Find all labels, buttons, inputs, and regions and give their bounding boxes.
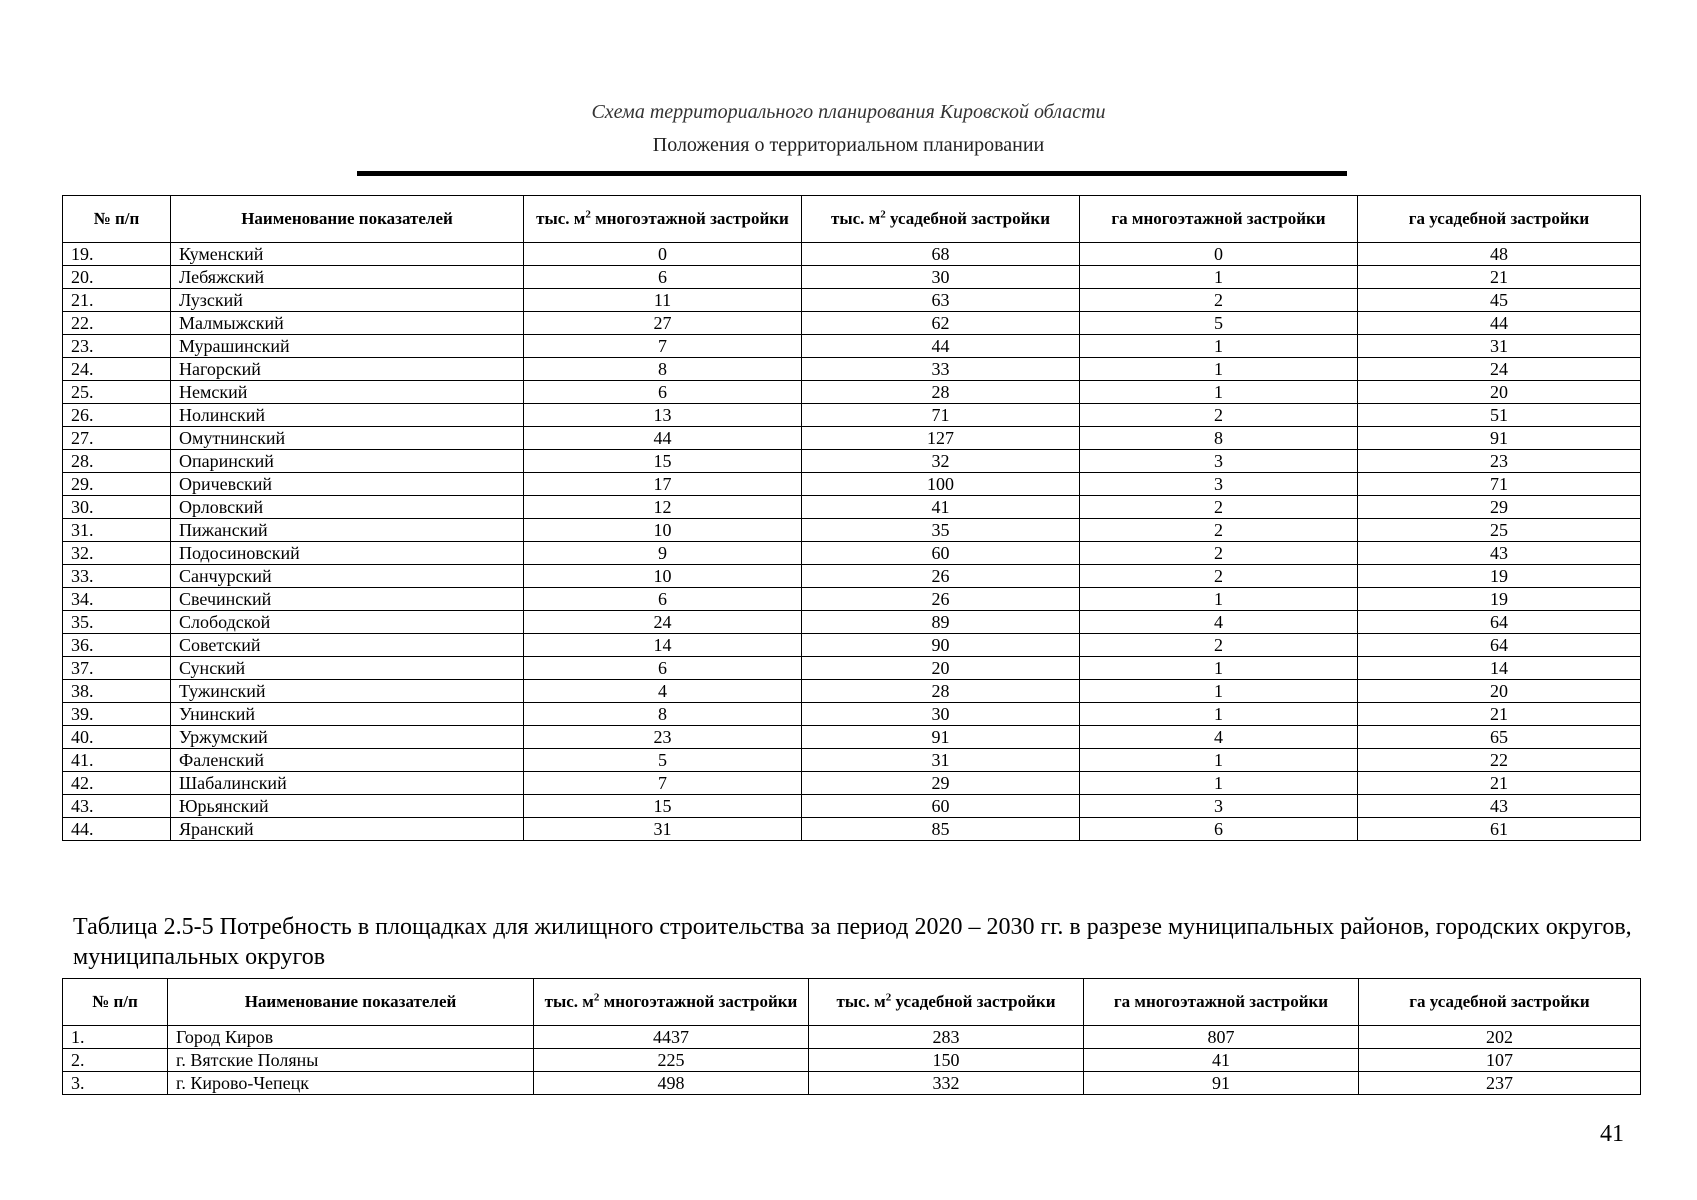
cell-estate-m2: 100 [802, 473, 1080, 496]
col-header-num: № п/п [63, 196, 171, 243]
cell-estate-ha: 107 [1359, 1049, 1641, 1072]
cell-num: 1. [63, 1026, 168, 1049]
cell-estate-m2: 127 [802, 427, 1080, 450]
cell-multi-ha: 3 [1080, 473, 1358, 496]
cell-estate-m2: 33 [802, 358, 1080, 381]
table-row [63, 772, 1641, 795]
cell-name: Опаринский [171, 450, 524, 473]
cell-estate-ha: 31 [1358, 335, 1641, 358]
cell-num: 40. [63, 726, 171, 749]
cell-estate-ha: 48 [1358, 243, 1641, 266]
cell-num: 37. [63, 657, 171, 680]
cell-multi-m2: 6 [524, 266, 802, 289]
cell-multi-ha: 2 [1080, 542, 1358, 565]
cell-multi-m2: 7 [524, 335, 802, 358]
cell-estate-m2: 89 [802, 611, 1080, 634]
cell-name: Омутнинский [171, 427, 524, 450]
cell-estate-m2: 31 [802, 749, 1080, 772]
table-row [63, 680, 1641, 703]
cell-multi-m2: 0 [524, 243, 802, 266]
col-header-multi-m2: тыс. $м^2$ многоэтажной застройки [524, 196, 802, 243]
cell-multi-m2: 10 [524, 519, 802, 542]
col-header-multi-ha: га многоэтажной застройки [1080, 196, 1358, 243]
table-row [63, 404, 1641, 427]
cell-num: 32. [63, 542, 171, 565]
cell-estate-ha: 65 [1358, 726, 1641, 749]
cell-name: Малмыжский [171, 312, 524, 335]
table-header-row [63, 979, 1641, 1026]
cell-num: 24. [63, 358, 171, 381]
table-row [63, 381, 1641, 404]
cell-estate-ha: 64 [1358, 611, 1641, 634]
col-header-estate-ha: га усадебной застройки [1359, 979, 1641, 1026]
cell-estate-ha: 23 [1358, 450, 1641, 473]
cell-estate-m2: 29 [802, 772, 1080, 795]
col-header-num: № п/п [63, 979, 168, 1026]
table-row [63, 450, 1641, 473]
cell-num: 25. [63, 381, 171, 404]
cell-multi-m2: 6 [524, 381, 802, 404]
cell-estate-m2: 62 [802, 312, 1080, 335]
col-header-name: Наименование показателей [168, 979, 534, 1026]
table-row [63, 818, 1641, 841]
cell-estate-m2: 60 [802, 542, 1080, 565]
cell-multi-m2: 7 [524, 772, 802, 795]
cell-estate-m2: 30 [802, 703, 1080, 726]
table-row [63, 657, 1641, 680]
cell-estate-ha: 21 [1358, 703, 1641, 726]
cell-num: 27. [63, 427, 171, 450]
cell-estate-m2: 63 [802, 289, 1080, 312]
cell-num: 29. [63, 473, 171, 496]
cell-multi-ha: 1 [1080, 657, 1358, 680]
cell-multi-ha: 91 [1084, 1072, 1359, 1095]
cell-name: Санчурский [171, 565, 524, 588]
cell-estate-m2: 44 [802, 335, 1080, 358]
cell-multi-ha: 4 [1080, 726, 1358, 749]
cell-estate-ha: 21 [1358, 772, 1641, 795]
cell-num: 19. [63, 243, 171, 266]
cell-multi-m2: 8 [524, 703, 802, 726]
table-row [63, 473, 1641, 496]
col-header-estate-ha: га усадебной застройки [1358, 196, 1641, 243]
cell-estate-m2: 85 [802, 818, 1080, 841]
cell-estate-m2: 20 [802, 657, 1080, 680]
cell-name: Лебяжский [171, 266, 524, 289]
document-header-title: Схема территориального планирования Кировской области [591, 101, 1106, 123]
cell-name: Нолинский [171, 404, 524, 427]
cell-multi-ha: 2 [1080, 404, 1358, 427]
table-row [63, 519, 1641, 542]
cell-multi-ha: 1 [1080, 335, 1358, 358]
cell-multi-m2: 31 [524, 818, 802, 841]
cell-multi-m2: 17 [524, 473, 802, 496]
cell-estate-m2: 26 [802, 565, 1080, 588]
cell-multi-ha: 2 [1080, 519, 1358, 542]
table-row [63, 289, 1641, 312]
cell-multi-ha: 1 [1080, 749, 1358, 772]
table-row [63, 588, 1641, 611]
cell-name: Подосиновский [171, 542, 524, 565]
cell-name: Мурашинский [171, 335, 524, 358]
cell-estate-m2: 332 [809, 1072, 1084, 1095]
cell-estate-m2: 60 [802, 795, 1080, 818]
table-row [63, 1049, 1641, 1072]
col-header-multi-ha: га многоэтажной застройки [1084, 979, 1359, 1026]
cell-multi-m2: 14 [524, 634, 802, 657]
col-header-multi-m2: тыс. $м^2$ многоэтажной застройки [534, 979, 809, 1026]
cell-multi-ha: 2 [1080, 289, 1358, 312]
cell-name: Оричевский [171, 473, 524, 496]
cell-multi-m2: 15 [524, 450, 802, 473]
cell-estate-ha: 20 [1358, 381, 1641, 404]
cell-multi-m2: 4 [524, 680, 802, 703]
cell-multi-ha: 8 [1080, 427, 1358, 450]
cell-name: Немский [171, 381, 524, 404]
cell-name: Яранский [171, 818, 524, 841]
cell-multi-m2: 10 [524, 565, 802, 588]
cell-multi-ha: 3 [1080, 450, 1358, 473]
cell-multi-ha: 3 [1080, 795, 1358, 818]
page-number: 41 [1600, 1121, 1624, 1147]
cell-estate-m2: 71 [802, 404, 1080, 427]
cell-estate-ha: 71 [1358, 473, 1641, 496]
cell-estate-ha: 202 [1359, 1026, 1641, 1049]
table-row [63, 243, 1641, 266]
cell-multi-ha: 1 [1080, 588, 1358, 611]
cell-multi-m2: 8 [524, 358, 802, 381]
table-row [63, 565, 1641, 588]
cell-num: 3. [63, 1072, 168, 1095]
table-row [63, 749, 1641, 772]
cell-name: Унинский [171, 703, 524, 726]
cell-multi-m2: 11 [524, 289, 802, 312]
cell-multi-m2: 9 [524, 542, 802, 565]
cell-multi-ha: 2 [1080, 634, 1358, 657]
cell-num: 36. [63, 634, 171, 657]
cell-multi-m2: 4437 [534, 1026, 809, 1049]
cell-name: г. Вятские Поляны [168, 1049, 534, 1072]
cell-estate-m2: 28 [802, 680, 1080, 703]
cell-estate-ha: 20 [1358, 680, 1641, 703]
housing-table-cities [62, 978, 1641, 1095]
cell-estate-m2: 283 [809, 1026, 1084, 1049]
cell-estate-ha: 51 [1358, 404, 1641, 427]
table-row [63, 312, 1641, 335]
cell-multi-m2: 6 [524, 657, 802, 680]
cell-estate-m2: 32 [802, 450, 1080, 473]
cell-estate-ha: 19 [1358, 565, 1641, 588]
cell-estate-m2: 26 [802, 588, 1080, 611]
table-row [63, 634, 1641, 657]
cell-estate-ha: 19 [1358, 588, 1641, 611]
cell-multi-ha: 4 [1080, 611, 1358, 634]
cell-multi-ha: 5 [1080, 312, 1358, 335]
cell-multi-ha: 1 [1080, 680, 1358, 703]
cell-name: Уржумский [171, 726, 524, 749]
cell-estate-ha: 44 [1358, 312, 1641, 335]
col-header-estate-m2: тыс. $м^2$ усадебной застройки [809, 979, 1084, 1026]
table-row [63, 1072, 1641, 1095]
cell-name: Тужинский [171, 680, 524, 703]
cell-num: 39. [63, 703, 171, 726]
cell-multi-ha: 1 [1080, 381, 1358, 404]
cell-multi-m2: 225 [534, 1049, 809, 1072]
table-row [63, 358, 1641, 381]
cell-num: 31. [63, 519, 171, 542]
cell-name: Юрьянский [171, 795, 524, 818]
cell-estate-m2: 30 [802, 266, 1080, 289]
cell-num: 41. [63, 749, 171, 772]
table-row [63, 542, 1641, 565]
cell-num: 20. [63, 266, 171, 289]
housing-table-continued [62, 195, 1641, 841]
cell-num: 34. [63, 588, 171, 611]
cell-estate-ha: 21 [1358, 266, 1641, 289]
cell-estate-ha: 91 [1358, 427, 1641, 450]
cell-estate-ha: 61 [1358, 818, 1641, 841]
col-header-name: Наименование показателей [171, 196, 524, 243]
cell-multi-ha: 0 [1080, 243, 1358, 266]
cell-multi-ha: 2 [1080, 565, 1358, 588]
table-row [63, 795, 1641, 818]
cell-multi-ha: 1 [1080, 703, 1358, 726]
cell-estate-ha: 64 [1358, 634, 1641, 657]
cell-num: 43. [63, 795, 171, 818]
table-header-row [63, 196, 1641, 243]
cell-estate-m2: 35 [802, 519, 1080, 542]
cell-num: 33. [63, 565, 171, 588]
cell-multi-m2: 23 [524, 726, 802, 749]
cell-num: 44. [63, 818, 171, 841]
cell-multi-ha: 6 [1080, 818, 1358, 841]
cell-name: Нагорский [171, 358, 524, 381]
cell-estate-m2: 150 [809, 1049, 1084, 1072]
cell-name: Орловский [171, 496, 524, 519]
cell-multi-ha: 1 [1080, 358, 1358, 381]
cell-estate-ha: 29 [1358, 496, 1641, 519]
cell-estate-ha: 25 [1358, 519, 1641, 542]
cell-name: Лузский [171, 289, 524, 312]
document-header-subtitle: Положения о территориальном планировании [652, 134, 1045, 156]
cell-estate-ha: 14 [1358, 657, 1641, 680]
cell-num: 38. [63, 680, 171, 703]
cell-multi-ha: 1 [1080, 266, 1358, 289]
cell-estate-m2: 91 [802, 726, 1080, 749]
cell-multi-m2: 15 [524, 795, 802, 818]
cell-multi-m2: 498 [534, 1072, 809, 1095]
table-row [63, 1026, 1641, 1049]
cell-multi-m2: 5 [524, 749, 802, 772]
cell-multi-m2: 13 [524, 404, 802, 427]
table-row [63, 703, 1641, 726]
cell-name: Фаленский [171, 749, 524, 772]
cell-name: Шабалинский [171, 772, 524, 795]
table-row [63, 266, 1641, 289]
cell-num: 21. [63, 289, 171, 312]
cell-estate-ha: 237 [1359, 1072, 1641, 1095]
cell-estate-m2: 68 [802, 243, 1080, 266]
col-header-estate-m2: тыс. $м^2$ усадебной застройки [802, 196, 1080, 243]
table-row [63, 335, 1641, 358]
cell-name: Пижанский [171, 519, 524, 542]
cell-name: Слободской [171, 611, 524, 634]
table-row [63, 726, 1641, 749]
cell-name: Советский [171, 634, 524, 657]
cell-name: г. Кирово-Чепецк [168, 1072, 534, 1095]
cell-num: 23. [63, 335, 171, 358]
cell-estate-m2: 28 [802, 381, 1080, 404]
cell-estate-ha: 43 [1358, 542, 1641, 565]
cell-num: 28. [63, 450, 171, 473]
table-row [63, 496, 1641, 519]
cell-estate-m2: 90 [802, 634, 1080, 657]
cell-name: Свечинский [171, 588, 524, 611]
cell-multi-ha: 41 [1084, 1049, 1359, 1072]
cell-num: 22. [63, 312, 171, 335]
cell-name: Сунский [171, 657, 524, 680]
table-caption: Таблица 2.5-5 Потребность в площадках для жилищного строительства за период 2020 – 2030 гг. в разрезе муниципальных районов, городских округов, муниципальных округов [73, 914, 1632, 970]
cell-multi-m2: 12 [524, 496, 802, 519]
cell-multi-ha: 807 [1084, 1026, 1359, 1049]
cell-num: 42. [63, 772, 171, 795]
cell-num: 30. [63, 496, 171, 519]
cell-estate-m2: 41 [802, 496, 1080, 519]
cell-multi-ha: 2 [1080, 496, 1358, 519]
cell-name: Город Киров [168, 1026, 534, 1049]
cell-multi-ha: 1 [1080, 772, 1358, 795]
cell-name: Куменский [171, 243, 524, 266]
cell-multi-m2: 27 [524, 312, 802, 335]
cell-estate-ha: 22 [1358, 749, 1641, 772]
cell-num: 2. [63, 1049, 168, 1072]
cell-num: 35. [63, 611, 171, 634]
cell-multi-m2: 44 [524, 427, 802, 450]
cell-estate-ha: 45 [1358, 289, 1641, 312]
cell-estate-ha: 43 [1358, 795, 1641, 818]
table-row [63, 427, 1641, 450]
table-row [63, 611, 1641, 634]
cell-multi-m2: 6 [524, 588, 802, 611]
header-divider [357, 171, 1347, 176]
cell-num: 26. [63, 404, 171, 427]
cell-multi-m2: 24 [524, 611, 802, 634]
cell-estate-ha: 24 [1358, 358, 1641, 381]
